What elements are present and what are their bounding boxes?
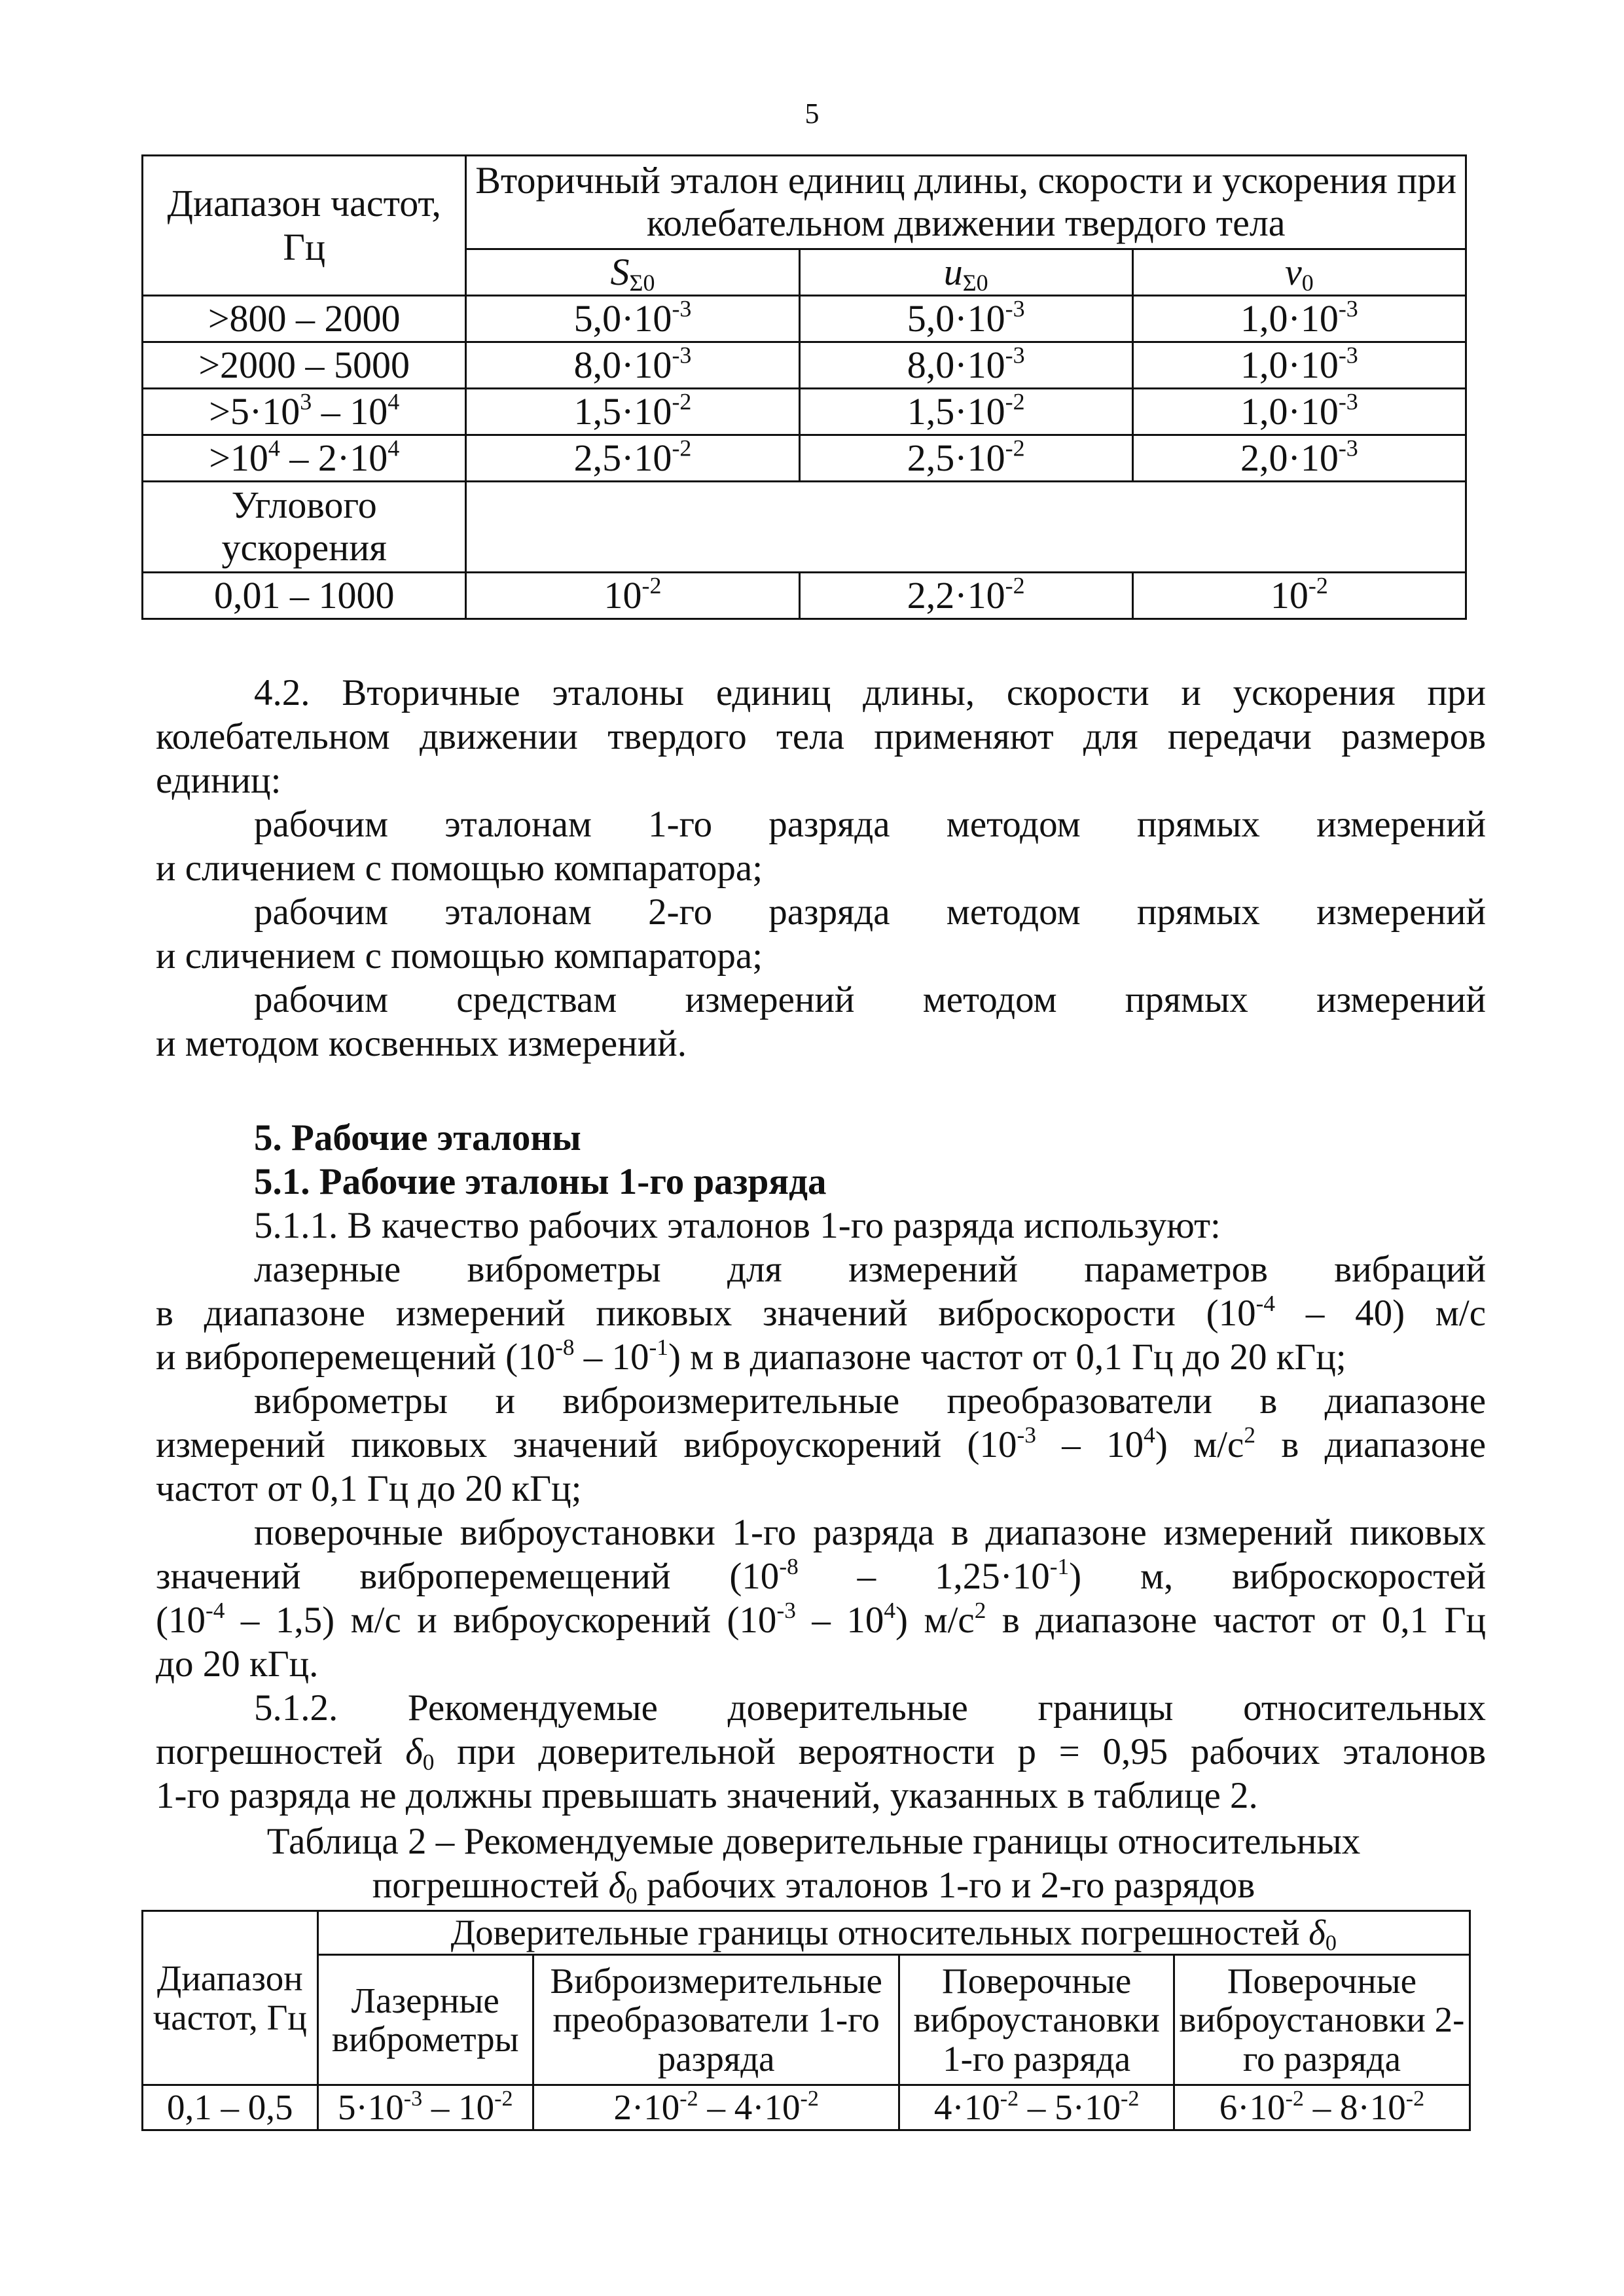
- paragraph-4-2: 4.2. Вторичные эталоны единиц длины, скорости и ускорения при колебательном движении твердого тела применяют для передачи размеров единиц: рабочим эталонам 1-го разряда методом прямых измерений и сличением с помощью компаратора; рабочим эталонам 2-го разряда методом прямых измерений и сличением с помощью компаратора; рабочим средствам измерений методом прямых измерений и методом косвенных измерений.: [156, 672, 1486, 1064]
- table-row: [143, 296, 1466, 342]
- header-secondary-standard: Вторичный эталон единиц длины, скорости и ускорения при колебательном движении твердого тела: [466, 156, 1466, 249]
- page-number: 5: [804, 98, 820, 130]
- header-vibration-transducers: Виброизмерительные преобразователи 1-го разряда: [533, 1955, 899, 2085]
- value-cell: $5,0\cdot 10^{-3}$: [466, 296, 799, 342]
- value-cell: $8,0\cdot 10^{-3}$: [799, 342, 1132, 389]
- range-cell: $>10^4 - 2\cdot 10^4$: [143, 435, 466, 482]
- angular-acceleration-cell: Углового ускорения: [143, 482, 466, 573]
- working-standards-table: [141, 1910, 1471, 2131]
- value-cell: $6\cdot 10^{-2} - 8\cdot 10^{-2}$: [1174, 2085, 1470, 2130]
- table-row: [143, 573, 1466, 619]
- header-v0: $v_0$: [1132, 249, 1466, 296]
- table-row: [143, 482, 1466, 573]
- value-cell: $10^{-2}$: [1132, 573, 1466, 619]
- header-s-sigma0: $S_{\Sigma 0}$: [466, 249, 799, 296]
- header-frequency-range: Диапазон частот, Гц: [143, 156, 466, 296]
- value-cell: $2,5\cdot 10^{-2}$: [799, 435, 1132, 482]
- value-cell: $2,0\cdot 10^{-3}$: [1132, 435, 1466, 482]
- value-cell: $10^{-2}$: [466, 573, 799, 619]
- value-cell: $2\cdot 10^{-2} - 4\cdot 10^{-2}$: [533, 2085, 899, 2130]
- range-cell: $>5\cdot 10^3 - 10^4$: [143, 389, 466, 435]
- value-cell: $2,2\cdot 10^{-2}$: [799, 573, 1132, 619]
- range-cell: 0,1 – 0,5: [143, 2085, 318, 2130]
- header-u-sigma0: $u_{\Sigma 0}$: [799, 249, 1132, 296]
- value-cell: $1,0\cdot 10^{-3}$: [1132, 342, 1466, 389]
- empty-cell: [466, 482, 1466, 573]
- list-item: рабочим эталонам 1-го разряда методом прямых измерений: [254, 804, 1486, 845]
- secondary-standard-table: [141, 154, 1467, 620]
- section-5-1-heading: 5.1. Рабочие эталоны 1-го разряда: [254, 1161, 827, 1202]
- header-frequency-range: Диапазон частот, Гц: [143, 1911, 318, 2085]
- header-confidence-limits: Доверительные границы относительных погрешностей $\delta_0$: [317, 1911, 1470, 1955]
- list-item: рабочим эталонам 2-го разряда методом прямых измерений: [254, 891, 1486, 933]
- value-cell: $5\cdot 10^{-3} - 10^{-2}$: [317, 2085, 533, 2130]
- range-cell: >800 – 2000: [143, 296, 466, 342]
- table-row: [143, 435, 1466, 482]
- table-row: [143, 389, 1466, 435]
- range-cell: >2000 – 5000: [143, 342, 466, 389]
- value-cell: $4\cdot 10^{-2} - 5\cdot 10^{-2}$: [899, 2085, 1174, 2130]
- section-5-1-text: 5.1.1. В качество рабочих эталонов 1-го разряда используют: лазерные виброметры для измерений параметров вибраций в диапазоне измерений пиковых значений виброскорости $(10^{-4} - 40)$ м/с и виброперемещений $(10^{-8} - 10^{-1})$ м в диапазоне частот от 0,1 Гц до 20 кГц; виброметры и виброизмерительные преобразователи в диапазоне измерений пиковых значений виброускорений $(10^{-3} - 10^4)$ $м/с^2$ в диапазоне частот от 0,1 Гц до 20 кГц; поверочные виброустановки 1-го разряда в диапазоне измерений пиковых значений виброперемещений $(10^{-8} - 1,25\cdot 10^{-1})$ м, виброскоростей $(10^{-4} - 1,5)$ м/с и виброускорений $(10^{-3} - 10^4)$ $м/с^2$ в диапазоне частот от 0,1 Гц до 20 кГц. 5.1.2. Рекомендуемые доверительные границы относительных погрешностей $\delta_0$ при доверительной вероятности р = 0,95 рабочих эталонов 1-го разряда не должны превышать значений, указанных в таблице 2.: [156, 1205, 1487, 1816]
- value-cell: $5,0\cdot 10^{-3}$: [799, 296, 1132, 342]
- header-laser-vibrometers: Лазерные виброметры: [317, 1955, 533, 2085]
- value-cell: $1,0\cdot 10^{-3}$: [1132, 296, 1466, 342]
- header-calibration-setups-2: Поверочные виброустановки 2-го разряда: [1174, 1955, 1470, 2085]
- value-cell: $1,0\cdot 10^{-3}$: [1132, 389, 1466, 435]
- table-row: [143, 2085, 1470, 2130]
- section-5-heading: 5. Рабочие эталоны: [254, 1117, 581, 1158]
- value-cell: $1,5\cdot 10^{-2}$: [799, 389, 1132, 435]
- table-2-caption: Таблица 2 – Рекомендуемые доверительные границы относительных погрешностей $\delta_0$ рабочих эталонов 1-го и 2-го разрядов: [266, 1821, 1361, 1909]
- header-calibration-setups-1: Поверочные виброустановки 1-го разряда: [899, 1955, 1174, 2085]
- value-cell: $1,5\cdot 10^{-2}$: [466, 389, 799, 435]
- table-row: [143, 342, 1466, 389]
- value-cell: $8,0\cdot 10^{-3}$: [466, 342, 799, 389]
- list-item: рабочим средствам измерений методом прямых измерений: [254, 979, 1486, 1020]
- range-cell: 0,01 – 1000: [143, 573, 466, 619]
- value-cell: $2,5\cdot 10^{-2}$: [466, 435, 799, 482]
